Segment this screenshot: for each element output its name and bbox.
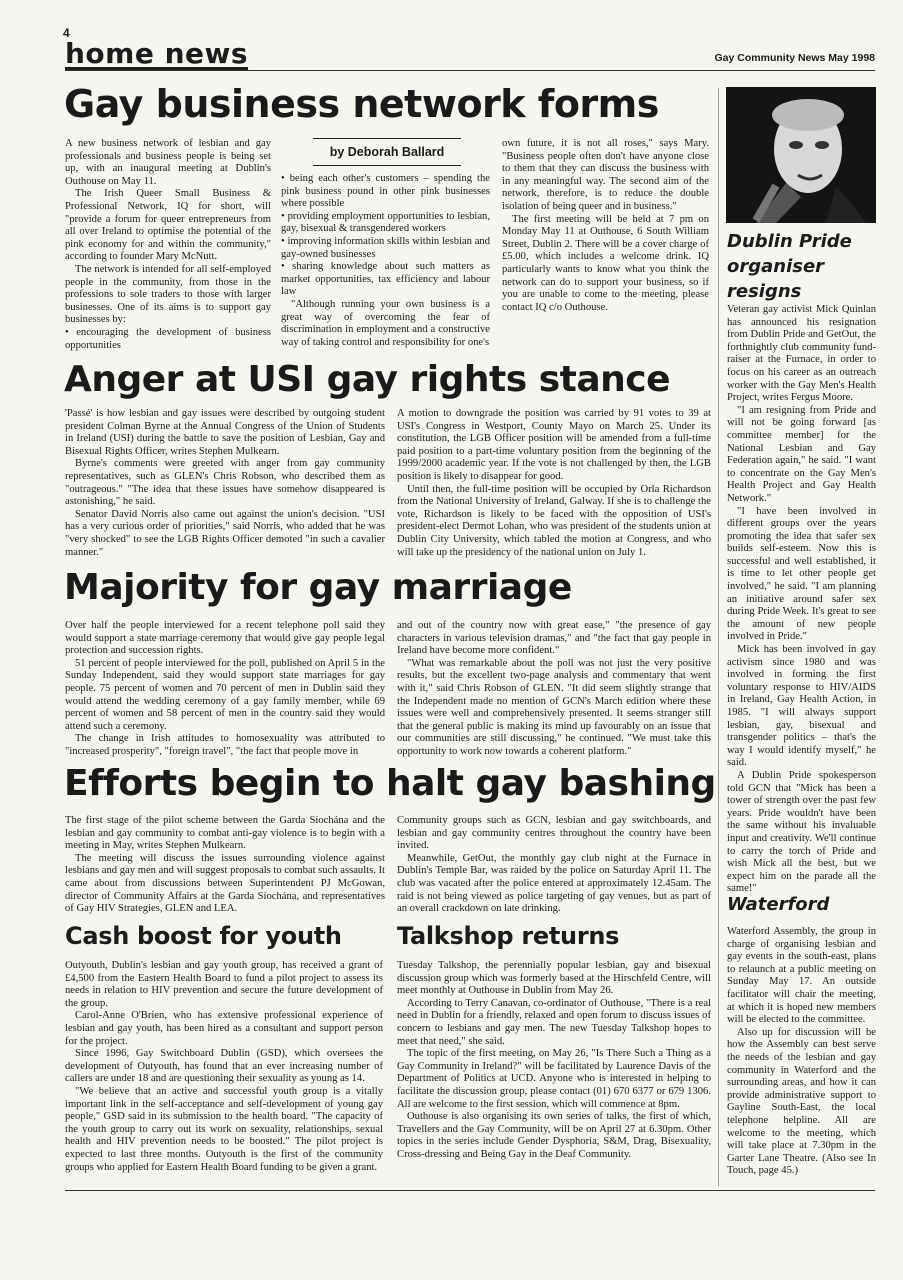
paragraph: and out of the country now with great ease," "the presence of gay characters in various television dramas," and "the fact that gay people in Ireland have become more confident." <box>397 620 711 657</box>
paragraph: 'Passé' is how lesbian and gay issues were described by outgoing student president Colman Byrne at the Annual Congress of the Union of Students in Ireland (USI) during the battle to save the position of Lesbian, Gay and Bisexual Rights Officer, writes Stephen Mulkearn. <box>65 408 385 457</box>
paragraph: 51 percent of people interviewed for the poll, published on April 5 in the Sunday Independent, said they would support state marriages for gay people. 75 percent of women and 70 percent of men in Dublin said they would attend the wedding ceremony of a gay family member, while 69 percent of women and 58 percent of men in the country said they would attend such a ceremony. <box>65 657 385 732</box>
footer-rule <box>65 1190 875 1191</box>
sidebar-headline-dublin-pride: Dublin Pride organiser resigns <box>727 231 852 302</box>
story2-col2 <box>397 408 711 560</box>
story2-col1 <box>65 408 385 560</box>
paragraph: Over half the people interviewed for a recent telephone poll said they would support a state marriage ceremony that would give gay people legal protection and succession rights. <box>65 620 385 657</box>
paragraph: Tuesday Talkshop, the perennially popular lesbian, gay and bisexual discussion group which was formerly based at the Hirschfeld Centre, will meet monthly at Outhouse in Dublin from May 26. <box>397 960 711 997</box>
paragraph: "Although running your own business is a great way of overcoming the fear of discrimination in employment and a constructive way of taking control and responsibility for one's <box>281 298 490 348</box>
paragraph: Veteran gay activist Mick Quinlan has announced his resignation from Dublin Pride and GetOut, the forthnightly club community fund-raiser at the Furnace, in order to focus on his career as an outreach worker with the Gay Men's Health Project, writes Fergus Moore. <box>727 304 876 404</box>
sidebar-headline-waterford: Waterford <box>727 894 830 915</box>
headline-usi-stance: Anger at USI gay rights stance <box>64 359 671 400</box>
paragraph: A motion to downgrade the position was carried by 91 votes to 39 at USI's Congress in Westport, County Mayo on March 25. Under its constitution, the LGB Officer position will be amended from a full-time paid position to a part-time voluntary position from the beginning of the 1999/2000 academic year. If the vote is not challenged by then, the LGB position is likely to disappear for good. <box>397 408 711 482</box>
paragraph: "I am resigning from Pride and will not be going forward [as committee member] for the National Lesbian and Gay Federation again," he said. "I want to concentrate on the Gay Men's Health Project and Gay Health Network." <box>727 404 876 504</box>
paragraph: "I have been involved in different groups over the years promoting the idea that safer sex builds self-esteem. Now this is successful and well established, it is time to let other people get involved," he said. "I am planning an initiative around safer sex during Pride Week. It's great to see the amount of new people involved in Pride." <box>727 505 876 643</box>
story1-col2 <box>281 173 490 353</box>
paragraph: The topic of the first meeting, on May 26, "Is There Such a Thing as a Gay Community in Ireland?" will be facilitated by Laurence Davis of the Department of Politics at UCD. Anyone who is interested in helping to facilitate the discussion group, please contact (01) 670 6377 or 679 1306. All are welcome to the first session, which will commence at 8pm. <box>397 1048 711 1110</box>
paragraph: "What was remarkable about the poll was not just the very positive results, but the excellent two-page analysis and commentary that went with it," said Chris Robson of GLEN. "It did seem slightly strange that the Independent made no mention of GCN's March edition where these issues were well and comprehensively presented. It seems stranger still that the general public is making its mind up favourably on an issue that our communities are still discussing," he continued. "We must take this opportunity to work now towards a coherent platform." <box>397 657 711 757</box>
story1-col1 <box>65 138 271 353</box>
headline-business-network: Gay business network forms <box>64 82 659 126</box>
bullet: • being each other's customers – spending the pink business pound in other pink businesses where possible <box>281 173 490 210</box>
paragraph: Waterford Assembly, the group in charge of organising lesbian and gay events in the south-east, plans to relaunch at a public meeting on Sunday May 17. An outside facilitator will chair the meeting, at which it is hoped new members will be elected to the committee. <box>727 926 876 1026</box>
paragraph: "We believe that an active and successful youth group is a vitally important link in the self-acceptance and self-development of young gay people," GSD said in its submission to the health board. "The capacity of the youth group to carry out its work on sexuality, relationships, sexual health and HIV prevention needs to be boosted." The pilot project is expected to last three months. Outyouth is the first of the community groups who applied for Eastern Health Board funding to be given a grant. <box>65 1085 383 1173</box>
paragraph: Community groups such as GCN, lesbian and gay switchboards, and lesbian and gay community centres throughout the country have been invited. <box>397 815 711 852</box>
sidebar1-body <box>727 304 876 896</box>
photo-mick-quinlan <box>726 87 876 223</box>
paragraph: Meanwhile, GetOut, the monthly gay club night at the Furnace in Dublin's Temple Bar, was raided by the police on Saturday April 11. The club was vacated after the police entered at approximately 12.45am. The raid is not being viewed as police targeting of gay venues, but as part of an overall crackdown on late drinking. <box>397 852 711 915</box>
paragraph: The Irish Queer Small Business & Professional Network, IQ for short, will "provide a forum for queer entrepreneurs from all over Ireland to optimise the potential of the pink economy for and within the community," according to founder Mary McNutt. <box>65 188 271 263</box>
story1-col3 <box>502 138 709 353</box>
paragraph: The first meeting will be held at 7 pm on Monday May 11 at Outhouse, 6 South William Street, Dublin 2. There will be a cover charge of £5.00, which includes a welcome drink. IQ particularly wants to know what you think the network can do to support your business, so if you are unable to come to the meeting, please contact IQ c/o Outhouse. <box>502 213 709 313</box>
bullet: • sharing knowledge about such matters as market opportunities, tax efficiency and labour law <box>281 261 490 298</box>
headline-cash-boost: Cash boost for youth <box>65 922 342 950</box>
bullet: • improving information skills within lesbian and gay-owned businesses <box>281 235 490 260</box>
bullet: • providing employment opportunities to lesbian, gay, bisexual & transgendered workers <box>281 210 490 235</box>
header-rule <box>65 70 875 71</box>
paragraph: Mick has been involved in gay activism since 1980 and was involved in forming the first voluntary response to HIV/AIDS in Ireland, Gay Health Action, in 1985. "I will always support lesbian, gay, bisexual and transgender politics – that's the way I would identify myself," he said. <box>727 644 876 769</box>
byline: by Deborah Ballard <box>313 138 461 166</box>
bullet: • encouraging the development of business opportunities <box>65 326 271 351</box>
paragraph: Carol-Anne O'Brien, who has extensive professional experience of lesbian and gay youth, has been hired as a consultant and support person for the project. <box>65 1010 383 1047</box>
sidebar2-body <box>727 926 876 1182</box>
column-divider <box>718 88 719 1186</box>
paragraph: The first stage of the pilot scheme between the Garda Síochána and the lesbian and gay community to combat anti-gay violence is to begin with a meeting in May, writes Stephen Mulkearn. <box>65 815 385 852</box>
story3-col1 <box>65 620 385 760</box>
story4-col2 <box>397 815 711 919</box>
paragraph: Also up for discussion will be how the Assembly can best serve the needs of the lesbian and gay community in Waterford and the surrounding areas, and how it can provide administrative support to Gayline South-East, the local telephone helpline. All are welcome to the meeting, which will take place at 7.30pm in the Garter Lane Theatre. (Also see In Touch, page 45.) <box>727 1026 876 1177</box>
story4-col1 <box>65 815 385 919</box>
story5-body <box>65 960 383 1186</box>
page-number: 4 <box>63 26 70 40</box>
story6-body <box>397 960 711 1186</box>
paragraph: The change in Irish attitudes to homosexuality was attributed to "increased prosperity", "foreign travel", "the fact that people move in <box>65 733 385 757</box>
paragraph: Senator David Norris also came out against the union's decision. "USI has a very curious order of priorities," said Norris, who added that he was "very shocked" to see the LGB Rights Officer demoted "in such a cavalier manner." <box>65 508 385 558</box>
paragraph: Outyouth, Dublin's lesbian and gay youth group, has received a grant of £4,500 from the Eastern Health Board to fund a pilot project to assess its needs in relation to HIV prevention and secure the future development of the group. <box>65 960 383 1009</box>
paragraph: A new business network of lesbian and gay professionals and business people is being set up, with an inaugural meeting at Dublin's Outhouse on May 11. <box>65 138 271 187</box>
paragraph: Byrne's comments were greeted with anger from gay community representatives, such as GLEN's Chris Robson, who described them as "outrageous." "The idea that these issues have somehow disappeared is astonishing," he said. <box>65 458 385 508</box>
paragraph: A Dublin Pride spokesperson told GCN that "Mick has been a tower of strength over the past few years. Pride wouldn't have been the same without his invaluable input and creativity. We'll continue to carry the torch of Pride and wish Mick all the best, but we expect him on the parade all the same!" <box>727 769 876 895</box>
paragraph: Until then, the full-time position will be occupied by Orla Richardson from the National University of Ireland, Galway. If she is to challenge the vote, Richardson is likely to be faced with the opposition of USI's president-elect Dermot Lohan, who was president of the students union at Dublin City University, which tabled the motion at Congress, and who will take up the presidency of the national union on July 1. <box>397 483 711 558</box>
paragraph: According to Terry Canavan, co-ordinator of Outhouse, "There is a real need in Dublin for a friendly, relaxed and open forum to discuss issues of concern to lesbians and gay men. The new Tuesday Talkshop hopes to meet that need," she said. <box>397 997 711 1047</box>
story3-col2 <box>397 620 711 760</box>
paragraph: The network is intended for all self-employed people in the community, from those in the professions to sole traders to those with larger businesses. One of its aims is to support gay businesses by: <box>65 263 271 326</box>
paragraph: own future, it is not all roses," says Mary. "Business people often don't have anyone close to them that they can discuss the business with in any meaningful way. The second aim of the network, therefore, is to reduce the double isolation of being queer and in business." <box>502 138 709 212</box>
section-title: home news <box>65 37 249 70</box>
headline-gay-bashing: Efforts begin to halt gay bashing <box>64 763 716 804</box>
headline-talkshop: Talkshop returns <box>397 922 620 950</box>
paragraph: The meeting will discuss the issues surrounding violence against lesbians and gay men and will suggest proposals to combat such assaults. It came about from discussions between Superintendent PJ McGowan, director of Community Affairs at the Garda Síochána, and representatives of Gay HIV Strategies, GLEN and LEA. <box>65 852 385 915</box>
dateline: Gay Community News May 1998 <box>714 52 875 64</box>
headline-gay-marriage: Majority for gay marriage <box>64 567 572 608</box>
paragraph: Since 1996, Gay Switchboard Dublin (GSD), which oversees the development of Outyouth, has found that an ever increasing number of callers are under 18 and are questioning their sexuality as young as 14. <box>65 1048 383 1085</box>
paragraph: Outhouse is also organising its own series of talks, the first of which, Travellers and the Gay Community, will be on April 27 at 6.30pm. Other topics in the series include Gender Dysphoria, S&M, Drag, Bisexuality, Cross-dressing and Being Gay in the Deaf Community. <box>397 1111 711 1160</box>
